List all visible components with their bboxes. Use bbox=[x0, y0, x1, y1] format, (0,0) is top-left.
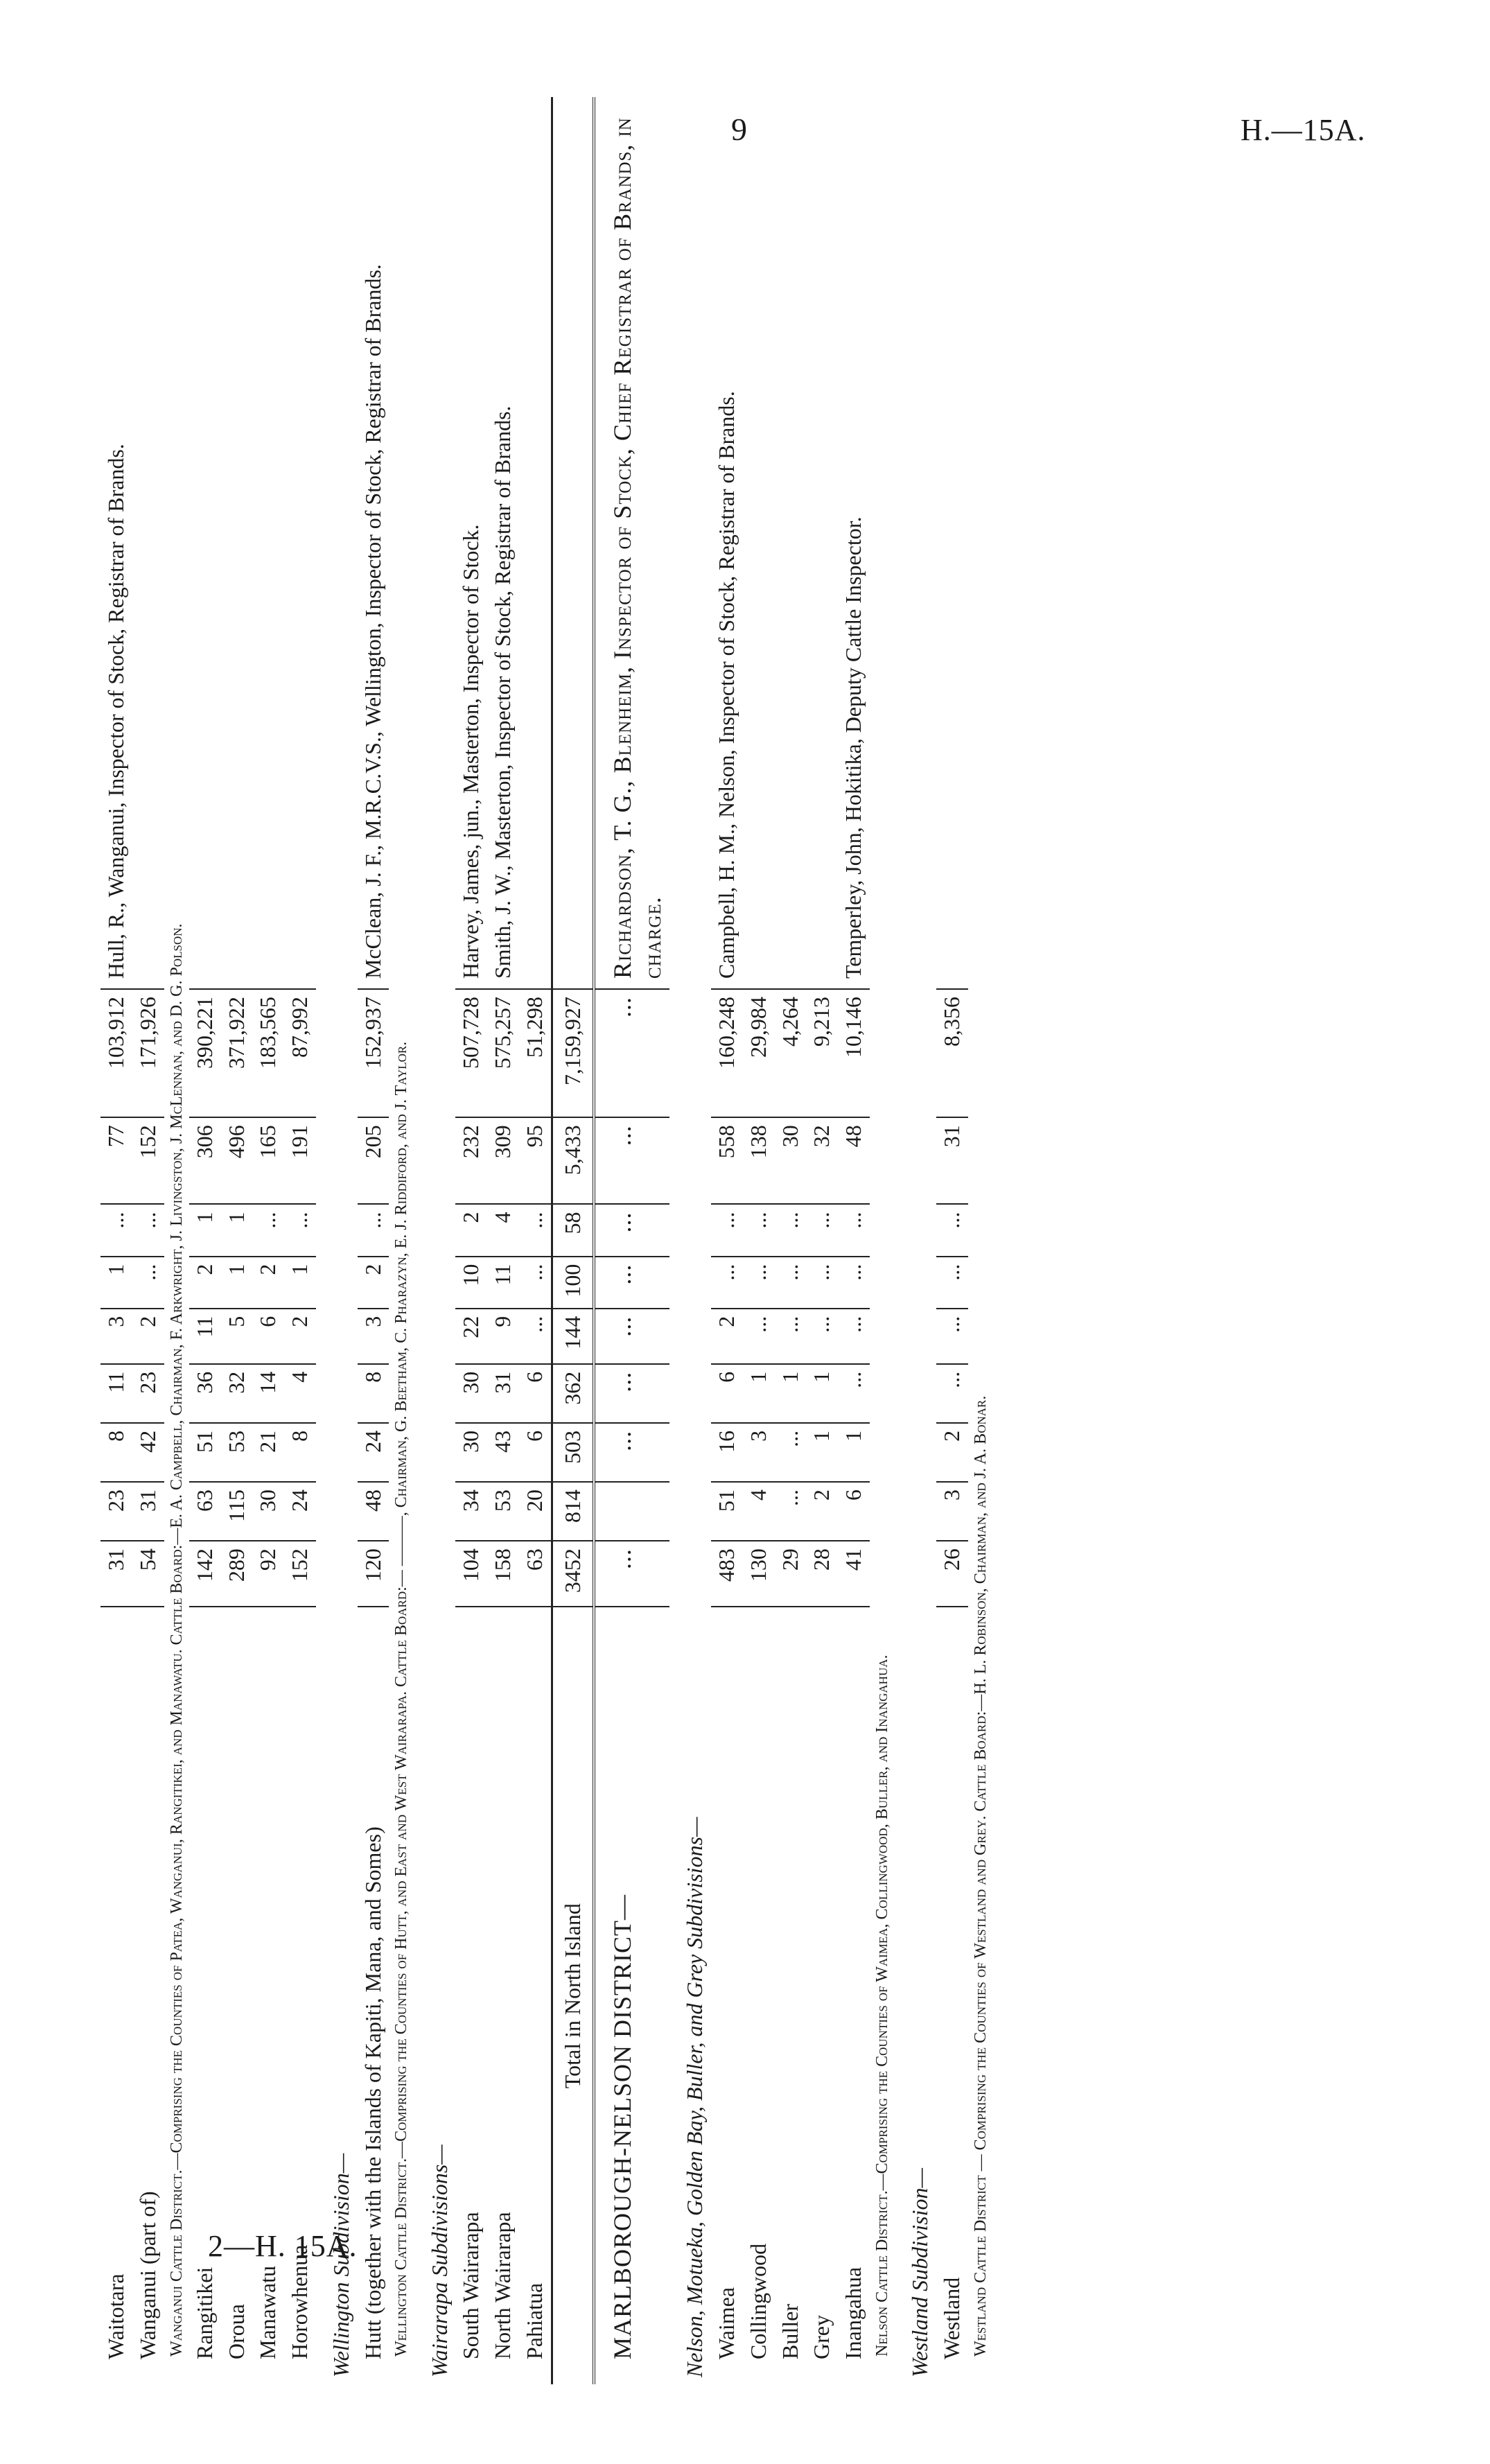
row-label: Westland bbox=[938, 2277, 964, 2359]
officer-cell bbox=[743, 97, 775, 989]
cell-c7: ... bbox=[743, 1204, 775, 1256]
row-label: Collingwood bbox=[745, 2243, 771, 2359]
cell-c2: 30 bbox=[252, 1482, 284, 1541]
cell-c4: 1 bbox=[806, 1364, 838, 1423]
cell-c8: 558 bbox=[711, 1117, 743, 1204]
report-reference: H.—15A. bbox=[1241, 113, 1366, 147]
cell-c3: 503 bbox=[552, 1423, 594, 1482]
cell-c9: 390,221 bbox=[189, 989, 221, 1117]
district-row bbox=[594, 97, 669, 2384]
cell-c5: ... bbox=[838, 1309, 870, 1364]
subdivision-label: Westland Subdivision— bbox=[907, 2168, 933, 2377]
cattle-district-note bbox=[389, 97, 414, 2384]
row-label: MARLBOROUGH-NELSON DISTRICT— bbox=[608, 1894, 637, 2359]
cell-c5: 2 bbox=[132, 1309, 164, 1364]
cell-c8: 191 bbox=[284, 1117, 316, 1204]
cell-c3: 1 bbox=[838, 1423, 870, 1482]
cell-c3: 42 bbox=[132, 1423, 164, 1482]
cell-c6: ... bbox=[594, 1257, 669, 1309]
cell-c3: 24 bbox=[358, 1423, 389, 1482]
cell-c2: 51 bbox=[711, 1482, 743, 1541]
cell-c2: 23 bbox=[100, 1482, 132, 1541]
cell-c2: 63 bbox=[189, 1482, 221, 1541]
cell-c4: 36 bbox=[189, 1364, 221, 1423]
subdivision-heading bbox=[414, 97, 456, 2384]
cell-c8: 152 bbox=[132, 1117, 164, 1204]
cell-c1: 63 bbox=[519, 1541, 552, 1607]
row-label: Horowhenua bbox=[287, 2244, 313, 2359]
cell-c2: 48 bbox=[358, 1482, 389, 1541]
row-label: Pahiatua bbox=[521, 2282, 547, 2359]
cell-c4: ... bbox=[594, 1364, 669, 1423]
cell-c6: 100 bbox=[552, 1257, 594, 1309]
cell-c4: 31 bbox=[487, 1364, 519, 1423]
table-row bbox=[455, 97, 487, 2384]
cell-c4: 32 bbox=[221, 1364, 253, 1423]
cell-c1: 152 bbox=[284, 1541, 316, 1607]
officer-cell: Hull, R., Wanganui, Inspector of Stock, Registrar of Brands. bbox=[100, 97, 132, 989]
page-number: 9 bbox=[731, 112, 747, 147]
cell-c2: 6 bbox=[838, 1482, 870, 1541]
cell-c2: 20 bbox=[519, 1482, 552, 1541]
cell-c1: 142 bbox=[189, 1541, 221, 1607]
table-body bbox=[100, 97, 993, 2384]
officer-cell bbox=[936, 97, 968, 989]
cell-c9: 575,257 bbox=[487, 989, 519, 1117]
cell-c6: ... bbox=[806, 1257, 838, 1309]
cell-c4: 4 bbox=[284, 1364, 316, 1423]
cell-c1: 3452 bbox=[552, 1541, 594, 1607]
cell-c8: 306 bbox=[189, 1117, 221, 1204]
cell-c6: ... bbox=[132, 1257, 164, 1309]
cell-c4: 14 bbox=[252, 1364, 284, 1423]
officer-cell bbox=[284, 97, 316, 989]
cell-c7: 58 bbox=[552, 1204, 594, 1256]
cell-c2: 115 bbox=[221, 1482, 253, 1541]
table-row bbox=[936, 97, 968, 2384]
cell-c2: 2 bbox=[806, 1482, 838, 1541]
cell-c4: 1 bbox=[775, 1364, 807, 1423]
cell-c6: 10 bbox=[455, 1257, 487, 1309]
cell-c5: 3 bbox=[100, 1309, 132, 1364]
stock-district-table bbox=[100, 97, 993, 2384]
cell-c5: 3 bbox=[358, 1309, 389, 1364]
officer-cell: Temperley, John, Hokitika, Deputy Cattle Inspector. bbox=[838, 97, 870, 989]
cell-c9: 9,213 bbox=[806, 989, 838, 1117]
cell-c7: ... bbox=[519, 1204, 552, 1256]
subdivision-label: Wellington Subdivision— bbox=[328, 2153, 353, 2377]
cell-c9: 4,264 bbox=[775, 989, 807, 1117]
cell-c8: 309 bbox=[487, 1117, 519, 1204]
cell-c8: ... bbox=[594, 1117, 669, 1204]
cell-c7: ... bbox=[711, 1204, 743, 1256]
table-row bbox=[838, 97, 870, 2384]
cell-c5: 5 bbox=[221, 1309, 253, 1364]
row-label: Inangahua bbox=[841, 2266, 866, 2359]
cattle-district-note bbox=[968, 97, 993, 2384]
cell-c9: 51,298 bbox=[519, 989, 552, 1117]
cell-c3: 16 bbox=[711, 1423, 743, 1482]
cell-c5: 11 bbox=[189, 1309, 221, 1364]
cell-c1: 104 bbox=[455, 1541, 487, 1607]
officer-cell bbox=[552, 97, 594, 989]
officer-cell bbox=[252, 97, 284, 989]
row-label: Waimea bbox=[714, 2287, 739, 2359]
cell-c9: 371,922 bbox=[221, 989, 253, 1117]
cell-c6: ... bbox=[743, 1257, 775, 1309]
subdivision-label: Nelson, Motueka, Golden Bay, Buller, and Grey Subdivisions— bbox=[682, 1817, 708, 2377]
row-label: Buller bbox=[777, 2304, 803, 2359]
cell-c6: ... bbox=[838, 1257, 870, 1309]
officer-cell bbox=[189, 97, 221, 989]
table-row bbox=[132, 97, 164, 2384]
cell-c3: 51 bbox=[189, 1423, 221, 1482]
cell-c9: 171,926 bbox=[132, 989, 164, 1117]
cell-c9: 8,356 bbox=[936, 989, 968, 1117]
subdivision-heading bbox=[669, 97, 711, 2384]
cell-c2: 24 bbox=[284, 1482, 316, 1541]
cell-c6: ... bbox=[936, 1257, 968, 1309]
table-row bbox=[221, 97, 253, 2384]
cell-c5: 22 bbox=[455, 1309, 487, 1364]
officer-cell bbox=[775, 97, 807, 989]
cell-c5: 9 bbox=[487, 1309, 519, 1364]
cell-c9: 152,937 bbox=[358, 989, 389, 1117]
cell-c8: 30 bbox=[775, 1117, 807, 1204]
row-label: Hutt (together with the Islands of Kapiti, Mana, and Somes) bbox=[360, 1826, 385, 2359]
cell-c8: 77 bbox=[100, 1117, 132, 1204]
cell-c5: ... bbox=[594, 1309, 669, 1364]
cell-c6: 1 bbox=[284, 1257, 316, 1309]
cell-c3: 1 bbox=[806, 1423, 838, 1482]
cell-c4: ... bbox=[838, 1364, 870, 1423]
cell-c9: 103,912 bbox=[100, 989, 132, 1117]
cell-c7: 2 bbox=[455, 1204, 487, 1256]
cell-c8: 232 bbox=[455, 1117, 487, 1204]
cell-c2: 4 bbox=[743, 1482, 775, 1541]
note-text: Wanganui Cattle District.—Comprising the Counties of Patea, Wanganui, Rangitikei, and Manawatu. Cattle Board:—E. A. Campbell, Chairman, F. Arkwright, J. Livingston, J. McLennan, and D. G. Polson. bbox=[167, 923, 186, 2357]
cell-c3: 43 bbox=[487, 1423, 519, 1482]
cell-c8: 48 bbox=[838, 1117, 870, 1204]
cell-c6: ... bbox=[775, 1257, 807, 1309]
cell-c6: 2 bbox=[358, 1257, 389, 1309]
cell-c4: 30 bbox=[455, 1364, 487, 1423]
cell-c1: 130 bbox=[743, 1541, 775, 1607]
cell-c2: 3 bbox=[936, 1482, 968, 1541]
cell-c7: ... bbox=[936, 1204, 968, 1256]
cell-c1: 41 bbox=[838, 1541, 870, 1607]
cell-c3: 2 bbox=[936, 1423, 968, 1482]
row-label: Oroua bbox=[223, 2304, 249, 2359]
cell-c7: ... bbox=[594, 1204, 669, 1256]
table-row bbox=[100, 97, 132, 2384]
cell-c8: 31 bbox=[936, 1117, 968, 1204]
officer-cell bbox=[132, 97, 164, 989]
cell-c3: 6 bbox=[519, 1423, 552, 1482]
cell-c1: 120 bbox=[358, 1541, 389, 1607]
cell-c4: 8 bbox=[358, 1364, 389, 1423]
officer-cell bbox=[221, 97, 253, 989]
officer-cell bbox=[806, 97, 838, 989]
cell-c3: 30 bbox=[455, 1423, 487, 1482]
cell-c5: ... bbox=[936, 1309, 968, 1364]
cell-c5: 6 bbox=[252, 1309, 284, 1364]
row-label: Waitotara bbox=[103, 2273, 128, 2359]
cell-c2: 31 bbox=[132, 1482, 164, 1541]
cell-c3: 53 bbox=[221, 1423, 253, 1482]
cell-c6: 2 bbox=[189, 1257, 221, 1309]
cell-c5: ... bbox=[775, 1309, 807, 1364]
cattle-district-note bbox=[870, 97, 895, 2384]
cell-c3: 3 bbox=[743, 1423, 775, 1482]
cell-c1: ... bbox=[594, 1541, 669, 1607]
cell-c1: 483 bbox=[711, 1541, 743, 1607]
cell-c9: 10,146 bbox=[838, 989, 870, 1117]
table-row bbox=[284, 97, 316, 2384]
cell-c8: 205 bbox=[358, 1117, 389, 1204]
cell-c4: ... bbox=[936, 1364, 968, 1423]
cell-c6: 1 bbox=[221, 1257, 253, 1309]
cell-c8: 32 bbox=[806, 1117, 838, 1204]
cell-c4: 6 bbox=[711, 1364, 743, 1423]
cell-c5: ... bbox=[519, 1309, 552, 1364]
note-text: Nelson Cattle District.—Comprising the Counties of Waimea, Collingwood, Buller, and Inangahua. bbox=[873, 1654, 891, 2357]
officer-cell: Smith, J. W., Masterton, Inspector of Stock, Registrar of Brands. bbox=[487, 97, 519, 989]
cell-c2: ... bbox=[775, 1482, 807, 1541]
cell-c6: ... bbox=[711, 1257, 743, 1309]
cell-c2: 34 bbox=[455, 1482, 487, 1541]
cell-c7: 1 bbox=[189, 1204, 221, 1256]
cell-c2: 53 bbox=[487, 1482, 519, 1541]
officer-cell: Harvey, James, jun., Masterton, Inspector of Stock. bbox=[455, 97, 487, 989]
officer-cell: McClean, J. F., M.R.C.V.S., Wellington, Inspector of Stock, Registrar of Brands. bbox=[358, 97, 389, 989]
subdivision-heading bbox=[316, 97, 358, 2384]
cell-c5: ... bbox=[743, 1309, 775, 1364]
cell-c1: 28 bbox=[806, 1541, 838, 1607]
cell-c8: 165 bbox=[252, 1117, 284, 1204]
cell-c7: ... bbox=[100, 1204, 132, 1256]
cell-c7: ... bbox=[132, 1204, 164, 1256]
table-row bbox=[519, 97, 552, 2384]
cell-c4: 23 bbox=[132, 1364, 164, 1423]
cell-c3: ... bbox=[775, 1423, 807, 1482]
table-row bbox=[487, 97, 519, 2384]
table-row bbox=[252, 97, 284, 2384]
cell-c9: 7,159,927 bbox=[552, 989, 594, 1117]
row-label: Grey bbox=[809, 2315, 834, 2359]
cell-c9: 507,728 bbox=[455, 989, 487, 1117]
cell-c6: 1 bbox=[100, 1257, 132, 1309]
cell-c9: 87,992 bbox=[284, 989, 316, 1117]
cell-c1: 158 bbox=[487, 1541, 519, 1607]
table-row bbox=[358, 97, 389, 2384]
table-row bbox=[189, 97, 221, 2384]
cell-c6: 2 bbox=[252, 1257, 284, 1309]
rotated-table-container bbox=[100, 97, 1417, 2384]
cell-c1: 31 bbox=[100, 1541, 132, 1607]
cell-c1: 289 bbox=[221, 1541, 253, 1607]
cell-c3: ... bbox=[594, 1423, 669, 1482]
cell-c2: 814 bbox=[552, 1482, 594, 1541]
officer-cell: Campbell, H. M., Nelson, Inspector of Stock, Registrar of Brands. bbox=[711, 97, 743, 989]
cell-c1: 92 bbox=[252, 1541, 284, 1607]
cell-c5: ... bbox=[806, 1309, 838, 1364]
cell-c4: 6 bbox=[519, 1364, 552, 1423]
cell-c6: 11 bbox=[487, 1257, 519, 1309]
table-row bbox=[775, 97, 807, 2384]
cell-c7: ... bbox=[806, 1204, 838, 1256]
cell-c6: ... bbox=[519, 1257, 552, 1309]
row-label: North Wairarapa bbox=[490, 2212, 516, 2359]
table-row bbox=[743, 97, 775, 2384]
cell-c8: 138 bbox=[743, 1117, 775, 1204]
row-label: South Wairarapa bbox=[458, 2212, 484, 2359]
row-label: Wanganui (part of) bbox=[134, 2191, 160, 2359]
cell-c7: ... bbox=[358, 1204, 389, 1256]
cell-c9: 160,248 bbox=[711, 989, 743, 1117]
cattle-district-note bbox=[164, 97, 189, 2384]
subdivision-label: Wairarapa Subdivisions— bbox=[426, 2144, 452, 2377]
table-row bbox=[711, 97, 743, 2384]
cell-c7: 4 bbox=[487, 1204, 519, 1256]
cell-c5: 144 bbox=[552, 1309, 594, 1364]
note-text: Westland Cattle District — Comprising the Counties of Westland and Grey. Cattle Board:—H. L. Robinson, Chairman, and J. A. Bonar. bbox=[971, 1395, 990, 2357]
row-label: Total in North Island bbox=[552, 1607, 594, 2384]
subdivision-heading bbox=[895, 97, 936, 2384]
cell-c5: 2 bbox=[711, 1309, 743, 1364]
table-row bbox=[806, 97, 838, 2384]
cell-c7: ... bbox=[284, 1204, 316, 1256]
total-row bbox=[552, 97, 594, 2384]
cell-c7: 1 bbox=[221, 1204, 253, 1256]
row-label: Rangitikei bbox=[191, 2266, 217, 2359]
cell-c4: 1 bbox=[743, 1364, 775, 1423]
cell-c9: 29,984 bbox=[743, 989, 775, 1117]
cell-c8: 5,433 bbox=[552, 1117, 594, 1204]
sheet-mark: 2—H. 15A. bbox=[208, 2229, 358, 2263]
cell-c9: ... bbox=[594, 989, 669, 1117]
cell-c4: 11 bbox=[100, 1364, 132, 1423]
cell-c9: 183,565 bbox=[252, 989, 284, 1117]
cell-c1: 29 bbox=[775, 1541, 807, 1607]
cell-c7: ... bbox=[252, 1204, 284, 1256]
row-label: Manawatu bbox=[255, 2265, 281, 2359]
cell-c2 bbox=[594, 1482, 669, 1541]
cell-c5: 2 bbox=[284, 1309, 316, 1364]
cell-c3: 8 bbox=[100, 1423, 132, 1482]
cell-c4: 362 bbox=[552, 1364, 594, 1423]
cell-c1: 26 bbox=[936, 1541, 968, 1607]
officer-cell bbox=[519, 97, 552, 989]
cell-c1: 54 bbox=[132, 1541, 164, 1607]
cell-c7: ... bbox=[775, 1204, 807, 1256]
cell-c7: ... bbox=[838, 1204, 870, 1256]
note-text: Wellington Cattle District.—Comprising the Counties of Hutt, and East and West Wairarapa. Cattle Board:— ———, Chairman, G. Beetham, C. Pharazyn, E. J. Riddiford, and J. Taylor. bbox=[392, 1041, 411, 2357]
cell-c8: 95 bbox=[519, 1117, 552, 1204]
officer-cell: Richardson, T. G., Blenheim, Inspector of Stock, Chief Registrar of Brands, in charge. bbox=[594, 97, 669, 989]
cell-c8: 496 bbox=[221, 1117, 253, 1204]
cell-c3: 21 bbox=[252, 1423, 284, 1482]
cell-c3: 8 bbox=[284, 1423, 316, 1482]
